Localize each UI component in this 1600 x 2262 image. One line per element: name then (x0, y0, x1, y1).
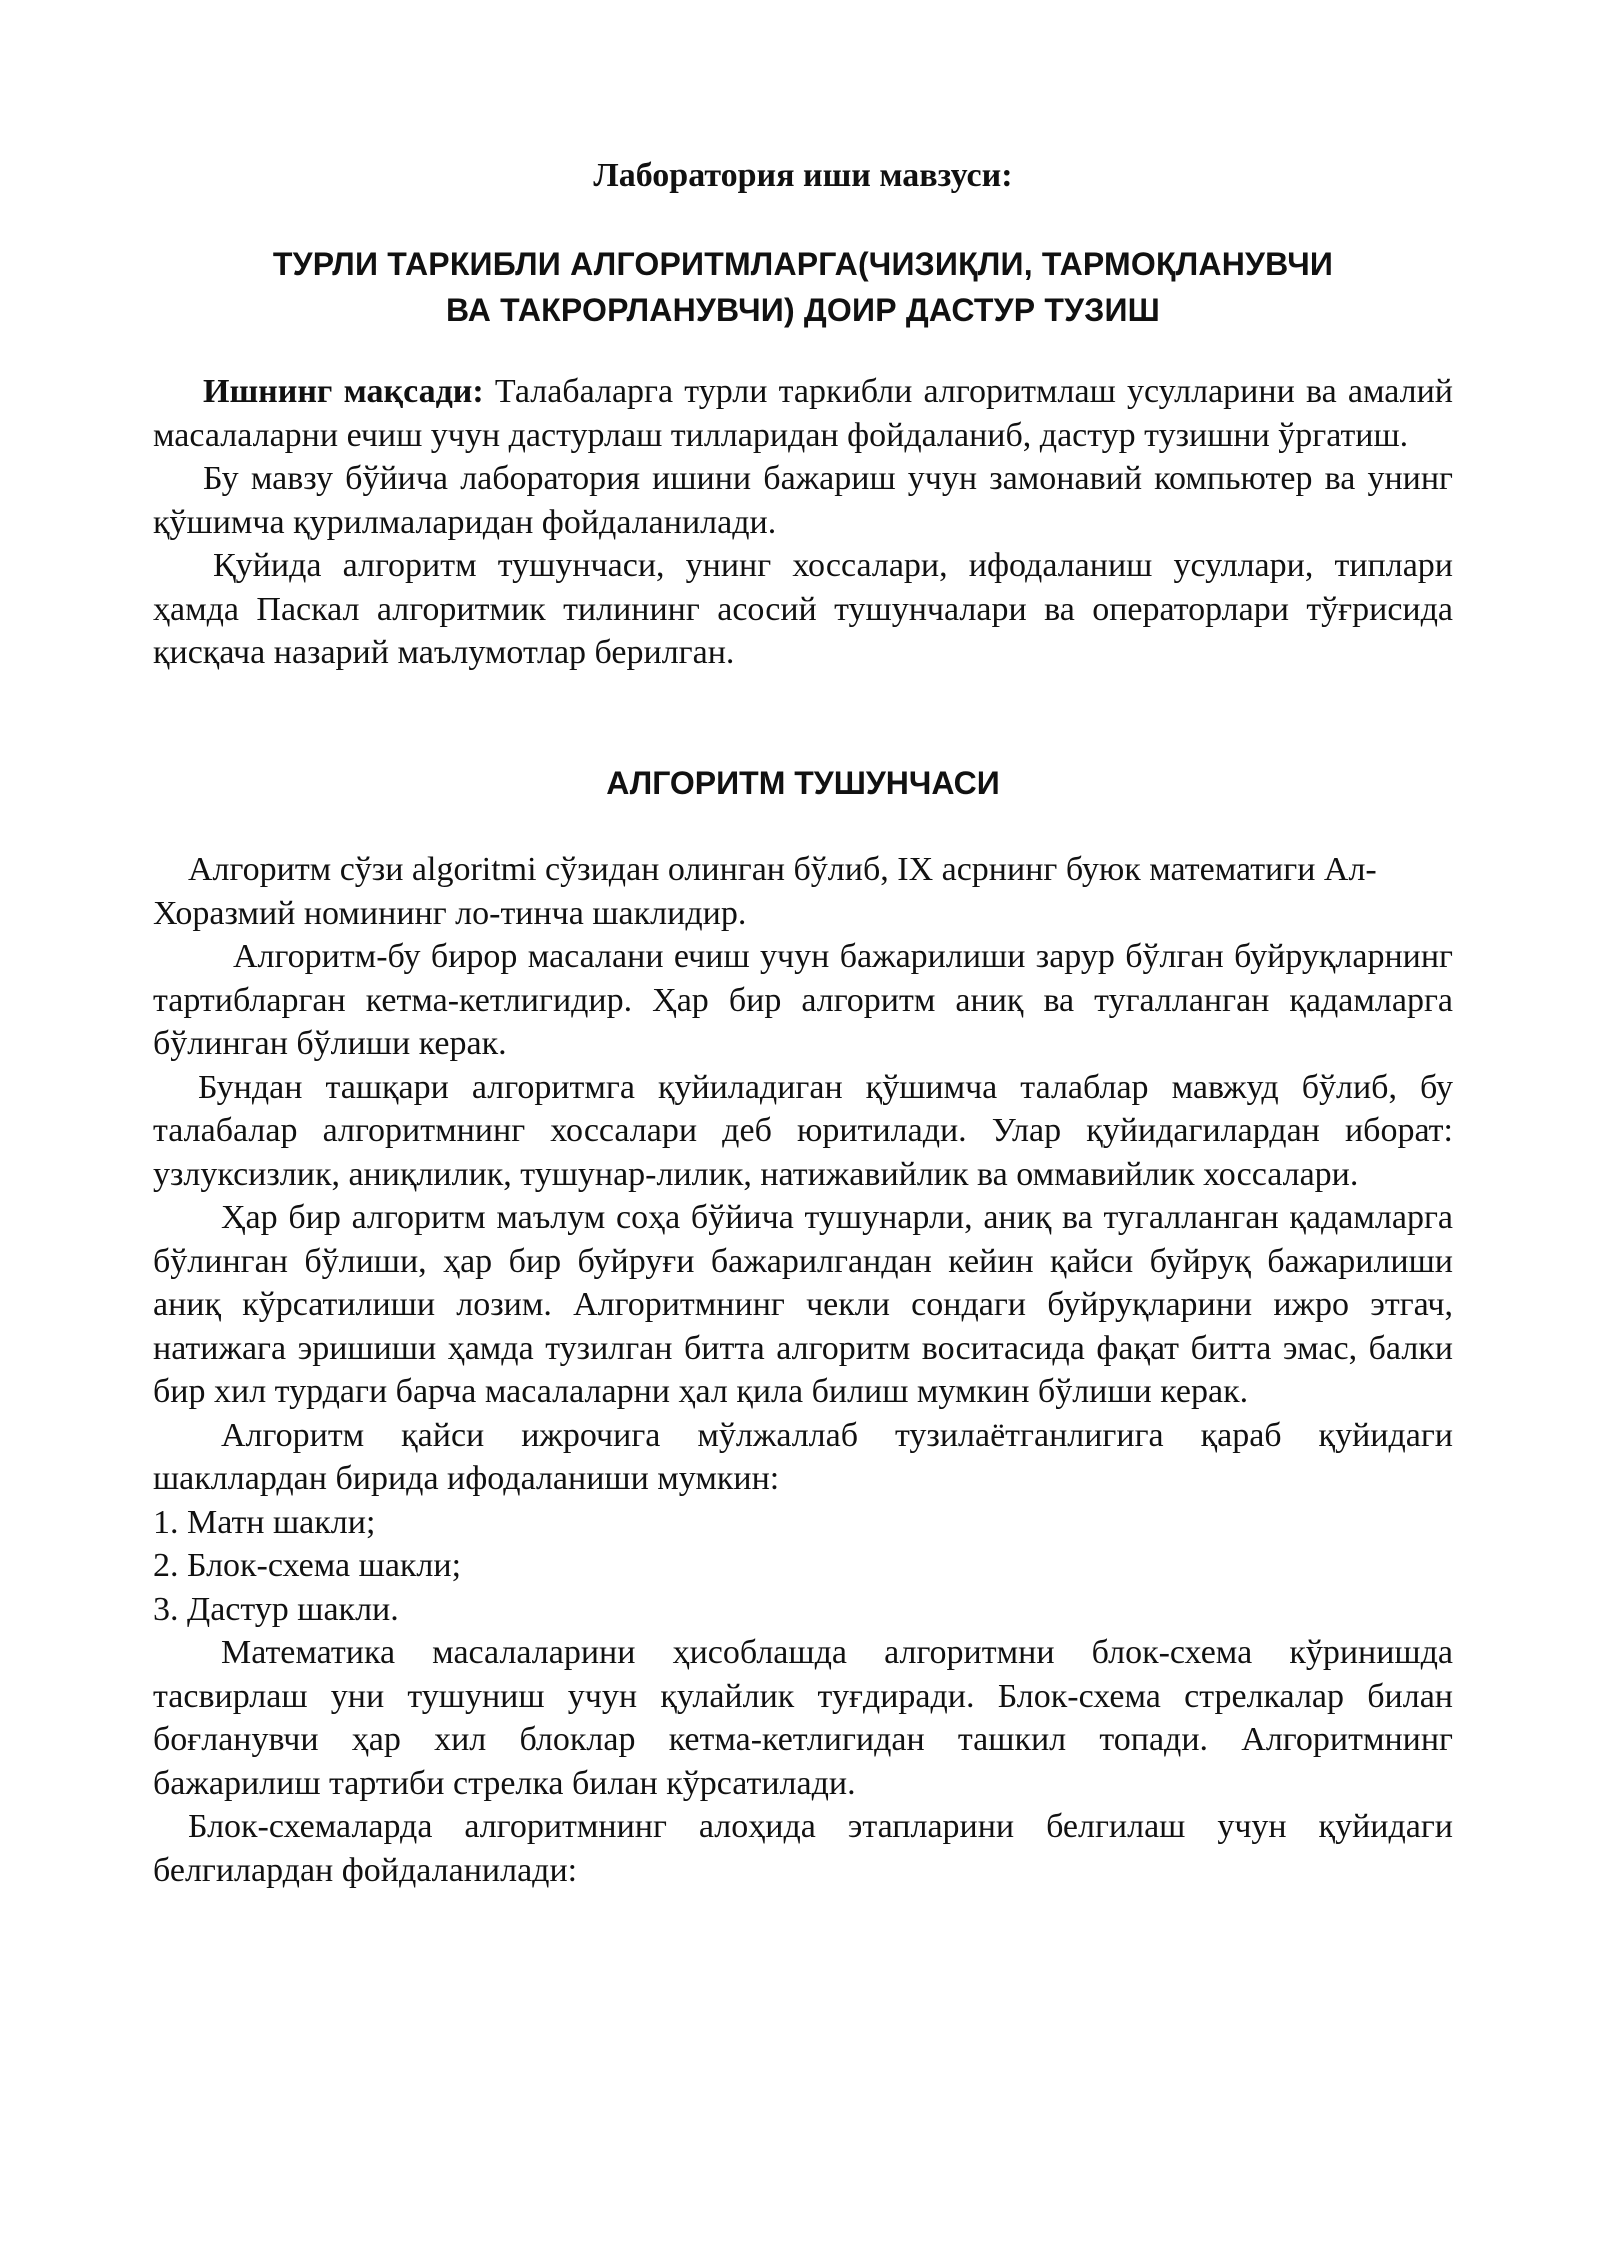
body-paragraph-3: Бундан ташқари алгоритмга қуйиладиган қўшимча талаблар мавжуд бўлиб, бу талабалар алгоритмнинг хоссалари деб юритилади. Улар қуйидагилардан иборат: узлуксизлик, аниқлилик, тушунар-лилик, натижавийлик ва оммавийлик хоссалари. (153, 1068, 1453, 1193)
body-paragraph-1: Алгоритм сўзи algoritmi сўзидан олинган бўлиб, IX асрнинг буюк математиги Ал-Хоразмий номининг ло-тинча шаклидир. (153, 851, 1377, 932)
intro-section (153, 370, 1453, 675)
intro-paragraph-3: Қуйида алгоритм тушунчаси, унинг хоссалари, ифодаланиш усуллари, типлари ҳамда Паскал алгоритмик тилининг асосий тушунчалари ва операторлари тўғрисида қисқача назарий маълумотлар берилган. (153, 547, 1453, 671)
body-paragraph-5: Алгоритм қайси ижрочига мўлжаллаб тузилаётганлигига қараб қуйидаги шакллардан бирида ифодаланиши мумкин: (153, 1416, 1453, 1497)
main-title (153, 241, 1453, 333)
body-paragraph-7: Блок-схемаларда алгоритмнинг алоҳида этапларини белгилаш учун қуйидаги белгилардан фойдаланилади: (153, 1808, 1453, 1889)
body-paragraph-2: Алгоритм-бу бирор масалани ечиш учун бажарилиши зарур бўлган буйруқларнинг тартибларган кетма-кетлигидир. Ҳар бир алгоритм аниқ ва тугалланган қадамларга бўлинган бўлиши керак. (153, 938, 1453, 1062)
body-paragraph-4: Ҳар бир алгоритм маълум соҳа бўйича тушунарли, аниқ ва тугалланган қадамларга бўлинган бўлиши, ҳар бир буйруғи бажарилгандан кейин қайси буйруқ бажарилиши аниқ кўрсатилиши лозим. Алгоритмнинг чекли сондаги буйруқларини ижро этгач, натижага эришиши ҳамда тузилган битта алгоритм воситасида фақат битта эмас, балки бир хил турдаги барча масалаларни ҳал қила билиш мумкин бўлиши керак. (153, 1199, 1453, 1410)
main-title-line-2: ВА ТАКРОРЛАНУВЧИ) ДОИР ДАСТУР ТУЗИШ (445, 292, 1160, 328)
main-title-line-1: ТУРЛИ ТАРКИБЛИ АЛГОРИТМЛАРГА(ЧИЗИҚЛИ, ТАРМОҚЛАНУВЧИ (272, 246, 1334, 282)
purpose-paragraph (153, 370, 1453, 457)
list-item: 2. Блок-схема шакли; (153, 1547, 462, 1584)
list-item: 3. Дастур шакли. (153, 1590, 399, 1628)
lab-title: Лаборатория иши мавзуси: (593, 157, 1013, 194)
purpose-text: Талабаларга турли таркибли алгоритмлаш усулларини ва амалий масалаларни ечиш учун дастурлаш тилларидан фойдаланиб, дастур тузишни ўргатиш. (153, 373, 1454, 454)
list-item: 1. Матн шакли; (153, 1503, 376, 1541)
body-section (153, 848, 1453, 1892)
purpose-label: Ишнинг мақсади: (203, 373, 484, 410)
form-list (153, 1501, 1453, 1632)
intro-paragraph-2: Бу мавзу бўйича лаборатория ишини бажариш учун замонавий компьютер ва унинг қўшимча қурилмаларидан фойдаланилади. (153, 460, 1453, 541)
section-heading: АЛГОРИТМ ТУШУНЧАСИ (606, 765, 1000, 801)
body-paragraph-6: Математика масалаларини ҳисоблашда алгоритмни блок-схема кўринишда тасвирлаш уни тушуниш учун қулайлик туғдиради. Блок-схема стрелкалар билан боғланувчи ҳар хил блоклар кетма-кетлигидан ташкил топади. Алгоритмнинг бажарилиш тартиби стрелка билан кўрсатилади. (153, 1634, 1453, 1802)
